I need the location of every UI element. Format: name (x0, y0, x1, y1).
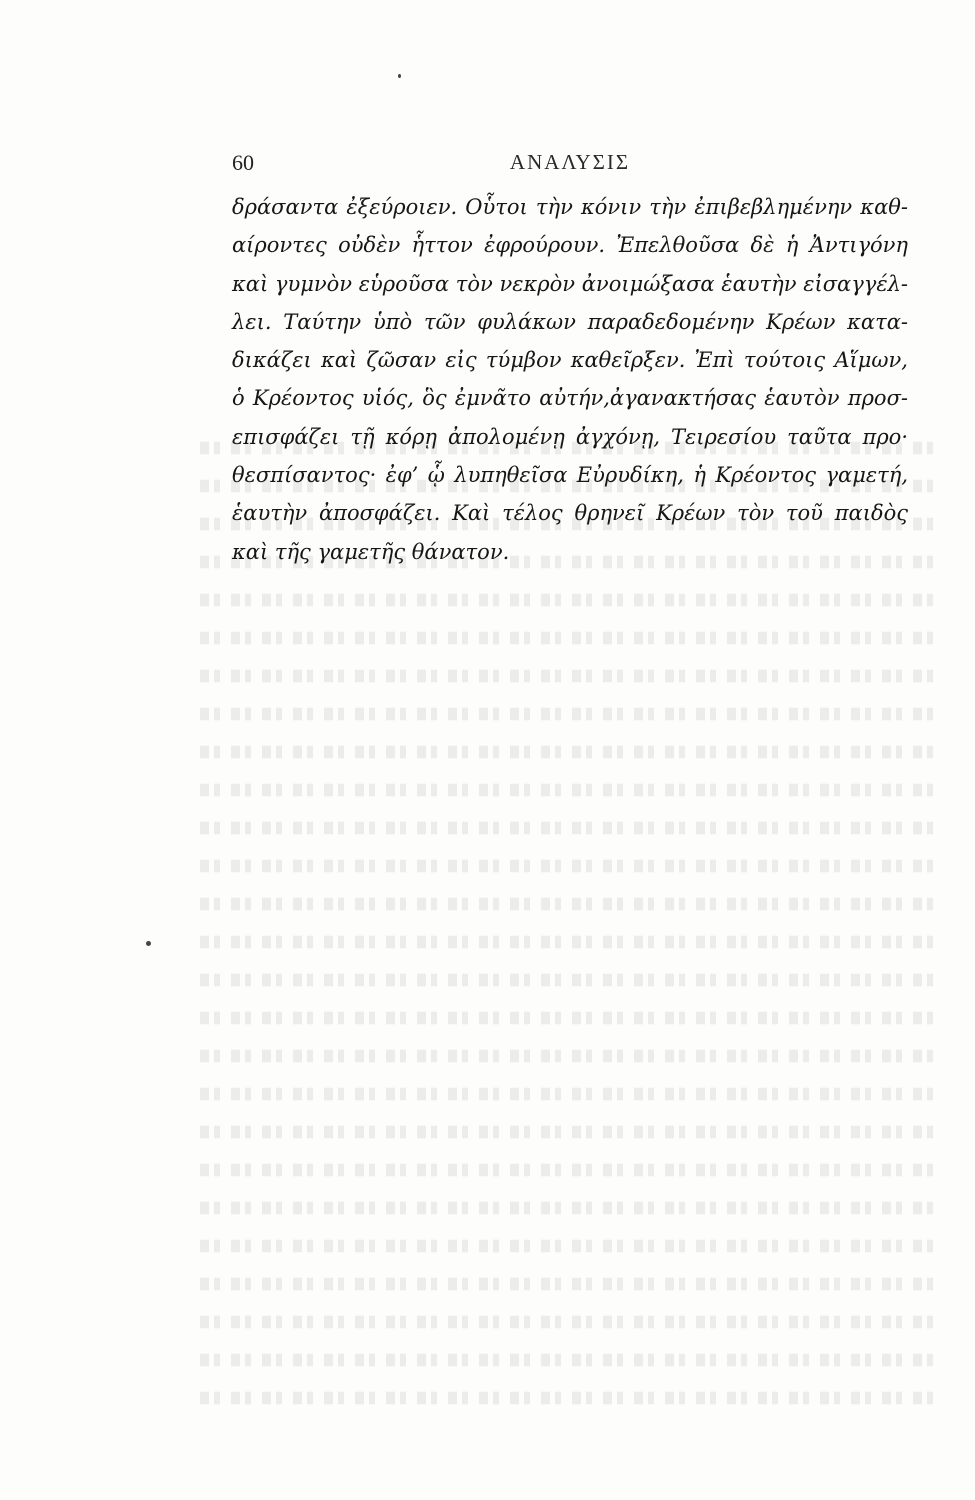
text-line: καὶ γυμνὸν εὑροῦσα τὸν νεκρὸν ἀνοιμώξασα ἑαυτὴν εἰσαγγέλ- (232, 271, 908, 296)
text-line: δράσαντα ἐξεύροιεν. Οὗτοι τὴν κόνιν τὴν ἐπιβεβλημένην καθ- (232, 195, 908, 219)
ink-speck (146, 941, 151, 946)
text-line: ὁ Κρέοντος υἱός, ὃς ἐμνᾶτο αὐτήν,ἀγανακτήσας ἑαυτὸν προσ- (232, 386, 908, 411)
text-line: αίροντες οὐδὲν ἧττον ἐφρούρουν. Ἐπελθοῦσα δὲ ἡ Ἀντιγόνη (232, 233, 908, 258)
page-number: 60 (232, 150, 254, 175)
text-line: επισφάζει τῇ κόρῃ ἀπολομένῃ ἀγχόνῃ, Τειρεσίου ταῦτα προ· (232, 424, 908, 449)
text-line: καὶ τῆς γαμετῆς θάνατον. (232, 539, 510, 564)
running-head: ΑΝΑΛΥΣΙΣ (509, 150, 631, 174)
body-paragraph (232, 188, 908, 571)
text-line: λει. Ταύτην ὑπὸ τῶν φυλάκων παραδεδομένην Κρέων κατα- (232, 309, 908, 334)
text-line: δικάζει καὶ ζῶσαν εἰς τύμβον καθεῖρξεν. Ἐπὶ τούτοις Αἵμων, (232, 348, 908, 373)
text-line: θεσπίσαντος· ἐφ’ ᾧ λυπηθεῖσα Εὐρυδίκη, ἡ Κρέοντος γαμετή, (232, 463, 908, 488)
page-header (232, 150, 908, 180)
ink-speck (398, 74, 401, 78)
text-line: ἑαυτὴν ἀποσφάζει. Καὶ τέλος θρηνεῖ Κρέων τὸν τοῦ παιδὸς (232, 501, 908, 526)
show-through-text (200, 430, 940, 1430)
